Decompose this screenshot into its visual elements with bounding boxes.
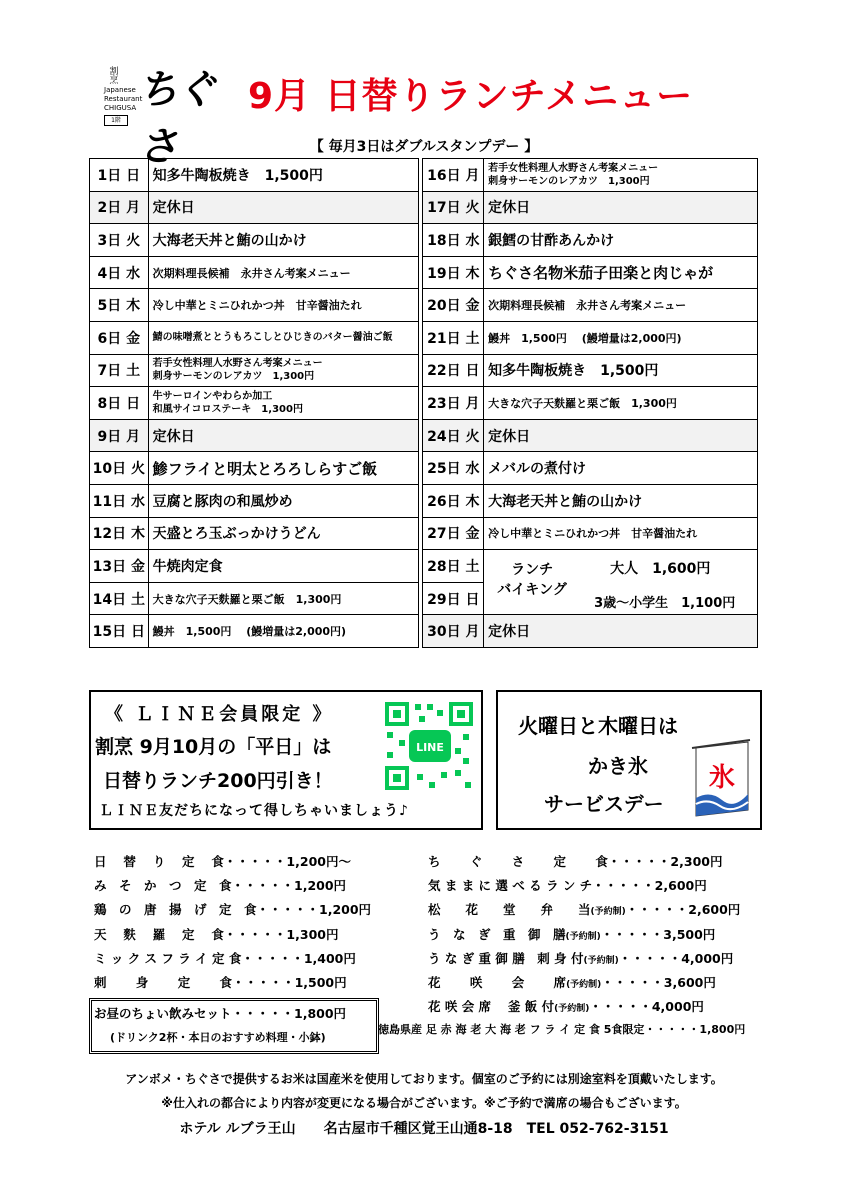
price-value: ・・・・・4,000円: [618, 950, 734, 966]
menu-item-line: 知多牛陶板焼き 1,500円: [488, 363, 659, 380]
price-name: 気 ま ま に 選 べ る ラ ン チ: [428, 878, 593, 894]
menu-day: 27日 金: [423, 517, 484, 550]
menu-item: [148, 191, 419, 224]
set-note: (ドリンク2杯・本日のおすすめ料理・小鉢): [110, 1031, 326, 1044]
menu-row: [90, 484, 758, 517]
price-name: 花 咲 会 席: [428, 975, 567, 990]
menu-item-line: ちぐさ名物米茄子田楽と肉じゃが: [488, 264, 714, 283]
reservation-note: (予約制): [590, 907, 626, 918]
menu-row: [90, 615, 758, 648]
menu-item: [484, 289, 758, 322]
menu-item: [484, 321, 758, 354]
menu-item: [148, 354, 419, 387]
price-value: ・・・・・4,000円: [589, 999, 704, 1015]
menu-item: [484, 159, 758, 192]
buffet-child-price: 3歳～小学生 1,100円: [594, 596, 736, 612]
price-value: ・・・・・1,200円: [256, 902, 372, 918]
menu-day: 7日 土: [90, 354, 149, 387]
page-title: 9月 日替りランチメニュー: [248, 76, 694, 117]
menu-row: [90, 289, 758, 322]
qr-line-label: LINE: [416, 741, 444, 754]
price-item: [428, 949, 733, 967]
menu-item-line: 次期料理長候補 永井さん考案メニュー: [488, 299, 687, 313]
menu-day: 10日 火: [90, 452, 149, 485]
menu-day: 25日 水: [423, 452, 484, 485]
menu-day: 26日 木: [423, 484, 484, 517]
menu-item-line: 大きな穴子天麩羅と栗ご飯 1,300円: [152, 592, 342, 606]
price-item: [428, 997, 704, 1015]
menu-day: 9日 月: [90, 419, 149, 452]
menu-item: [148, 159, 419, 192]
menu-item-line: 定休日: [152, 428, 195, 445]
menu-day: 29日 日: [423, 582, 484, 615]
price-value: ・・・・・3,500円: [600, 926, 716, 942]
menu-item-line: 冷し中華とミニひれかつ丼 甘辛醤油たれ: [152, 299, 362, 313]
price-value: ・・・・・1,400円: [241, 950, 356, 966]
footer-change-note: ※仕入れの都合により内容が変更になる場合がございます。※ご予約で満席の場合もございます。: [161, 1096, 687, 1110]
stamp-day-note: 【 毎月3日はダブルスタンプデー 】: [309, 139, 539, 155]
menu-day: 4日 水: [90, 256, 149, 289]
menu-item: [148, 452, 419, 485]
price-item: [428, 852, 722, 870]
menu-item-line: 鰻丼 1,500円 (鰻増量は2,000円): [488, 331, 682, 345]
flag-ice-label: 氷: [708, 763, 736, 793]
menu-item-line: 冷し中華とミニひれかつ丼 甘辛醤油たれ: [488, 527, 698, 541]
menu-item-line: 定休日: [152, 200, 195, 217]
menu-item-line: 大きな穴子天麩羅と栗ご飯 1,300円: [488, 396, 677, 410]
menu-row: [90, 452, 758, 485]
price-item: [428, 876, 707, 894]
menu-item-line: 豆腐と豚肉の和風炒め: [152, 493, 293, 510]
line-promo-box: [89, 690, 483, 830]
menu-item: [484, 615, 758, 648]
menu-row: [90, 321, 758, 354]
menu-item: [484, 419, 758, 452]
price-name: ミ ッ ク ス フ ラ イ 定 食: [94, 950, 242, 966]
set-price: ・・・・・1,800円: [231, 1006, 347, 1021]
logo-kappo: 割烹: [109, 67, 123, 86]
menu-day: 8日 日: [90, 387, 149, 420]
menu-item-line: 刺身サーモンのレアカツ 1,300円: [152, 371, 315, 383]
price-item: [428, 900, 740, 918]
menu-day: 14日 土: [90, 582, 149, 615]
menu-item-line: 刺身サーモンのレアカツ 1,300円: [488, 175, 650, 187]
buffet-adult-price: 大人 1,600円: [610, 561, 711, 578]
line-promo-line2: 割烹 9月10月の「平日」は: [95, 736, 332, 758]
line-promo-line4: ＬＩＮＥ友だちになって得しちゃいましょう♪: [99, 803, 409, 819]
price-value: ・・・・・1,300円: [223, 926, 339, 942]
set-name: お昼のちょい飲みセット: [94, 1006, 232, 1021]
menu-item: [484, 517, 758, 550]
buffet-label-1: ランチ: [511, 562, 554, 579]
menu-item: [148, 419, 419, 452]
price-value: ・・・・・1,200円: [231, 878, 347, 894]
menu-item-line: メバルの煮付け: [488, 461, 586, 478]
menu-day: 22日 日: [423, 354, 484, 387]
logo-name: ちぐさ: [138, 66, 214, 170]
reservation-note: (予約制): [583, 955, 619, 966]
menu-day: 30日 月: [423, 615, 484, 648]
menu-item-line: 鯖の味噌煮ととうもろこしとひじきのバター醤油ご飯: [152, 332, 393, 344]
restaurant-logo: [104, 62, 234, 170]
menu-item: [484, 191, 758, 224]
price-item: [94, 876, 346, 894]
price-name: 松 花 堂 弁 当: [428, 902, 591, 918]
menu-row: [90, 387, 758, 420]
menu-item: [148, 582, 419, 615]
menu-day: 15日 日: [90, 615, 149, 648]
price-value: ・・・・・2,600円: [592, 878, 707, 894]
menu-day: 12日 木: [90, 517, 149, 550]
menu-day: 13日 金: [90, 550, 149, 583]
menu-day: 28日 土: [423, 550, 484, 583]
menu-day: 5日 木: [90, 289, 149, 322]
price-item: [378, 1021, 745, 1037]
menu-item: [484, 484, 758, 517]
menu-item: [148, 517, 419, 550]
price-name: 日 替 り 定 食: [94, 854, 224, 869]
menu-item-line: 定休日: [488, 200, 531, 217]
menu-item: [148, 321, 419, 354]
menu-item-line: 知多牛陶板焼き 1,500円: [152, 167, 323, 184]
menu-day: 23日 月: [423, 387, 484, 420]
menu-item-line: 若手女性料理人水野さん考案メニュー: [152, 358, 323, 370]
menu-row: [90, 256, 758, 289]
menu-item: [148, 256, 419, 289]
price-value: ・・・・・1,500円: [232, 975, 347, 990]
kakigori-line2: かき氷: [588, 754, 648, 778]
menu-day: 3日 火: [90, 224, 149, 257]
menu-day: 16日 月: [423, 159, 484, 192]
menu-day: 24日 火: [423, 419, 484, 452]
menu-item-line: 鰻丼 1,500円 (鰻増量は2,000円): [152, 625, 347, 639]
price-item: [94, 973, 347, 991]
price-item: [428, 973, 716, 991]
menu-item: [484, 224, 758, 257]
menu-item-line: 牛焼肉定食: [152, 558, 223, 575]
menu-item-line: 大海老天丼と鮪の山かけ: [488, 493, 643, 510]
price-item: [428, 925, 715, 943]
buffet-label: [490, 560, 574, 600]
menu-item-line: 天盛とろ玉ぶっかけうどん: [152, 526, 321, 543]
menu-row: [90, 224, 758, 257]
price-name: 刺 身 定 食: [94, 975, 233, 990]
line-promo-line3: 日替りランチ200円引き！: [103, 770, 333, 792]
menu-item: [148, 387, 419, 420]
kakigori-line3: サービスデー: [544, 792, 664, 816]
menu-row: [90, 419, 758, 452]
menu-row: [90, 354, 758, 387]
kakigori-box: [496, 690, 762, 830]
menu-item: [148, 550, 419, 583]
menu-day: 1日 日: [90, 159, 149, 192]
menu-item: [148, 484, 419, 517]
lunch-drink-set-box: [89, 998, 379, 1054]
menu-item-line: 和風サイコロステーキ 1,300円: [152, 403, 303, 415]
menu-day: 17日 火: [423, 191, 484, 224]
menu-item: [484, 256, 758, 289]
price-name: 天 麩 羅 定 食: [94, 926, 224, 942]
price-value: ・・・・・3,600円: [601, 975, 716, 990]
price-name: 徳島県産 足 赤 海 老 大 海 老 フ ラ イ 定 食 5食限定: [378, 1023, 645, 1037]
price-item: [94, 900, 371, 918]
kakigori-flag-icon: [690, 738, 752, 820]
price-value: ・・・・・1,800円: [644, 1023, 746, 1037]
menu-day: 21日 土: [423, 321, 484, 354]
buffet-label-2: バイキング: [497, 582, 567, 599]
menu-day: 2日 月: [90, 191, 149, 224]
reservation-note: (予約制): [566, 980, 602, 990]
menu-item-line: 大海老天丼と鮪の山かけ: [152, 232, 307, 249]
price-value: ・・・・・2,300円: [607, 854, 723, 869]
line-qr-code-icon[interactable]: [383, 700, 475, 792]
menu-row: [90, 191, 758, 224]
menu-item: [148, 615, 419, 648]
daily-menu-table: [89, 158, 758, 648]
reservation-note: (予約制): [565, 931, 601, 942]
price-name: み そ か つ 定 食: [94, 878, 232, 894]
menu-item: [484, 387, 758, 420]
price-value: ・・・・・2,600円: [625, 902, 741, 918]
menu-item-line: 定休日: [488, 624, 531, 641]
price-item: [94, 949, 356, 967]
menu-row: [90, 517, 758, 550]
menu-item: [148, 224, 419, 257]
menu-item-line: 鯵フライと明太とろろしらすご飯: [152, 459, 378, 478]
menu-item-line: 定休日: [488, 428, 531, 445]
menu-item: [484, 354, 758, 387]
menu-item-line: 銀鱈の甘酢あんかけ: [488, 232, 615, 249]
menu-day: 19日 木: [423, 256, 484, 289]
price-item: [94, 852, 351, 870]
footer-address: ホテル ルブラ王山 名古屋市千種区覚王山通8-18 TEL 052-762-3151: [179, 1121, 669, 1137]
price-name: う な ぎ 重 御 膳 刺 身 付: [428, 950, 584, 966]
menu-day: 18日 水: [423, 224, 484, 257]
logo-label: [104, 67, 143, 126]
set-line: [94, 1004, 346, 1022]
logo-floor: 1階: [104, 115, 128, 126]
lunch-buffet-cell: [484, 550, 758, 615]
menu-day: 6日 金: [90, 321, 149, 354]
menu-day: 11日 水: [90, 484, 149, 517]
menu-day: 20日 金: [423, 289, 484, 322]
menu-row: [90, 159, 758, 192]
menu-row: [90, 550, 758, 583]
menu-item: [148, 289, 419, 322]
line-promo-title: 《 ＬＩＮＥ会員限定 》: [105, 704, 334, 725]
price-name: ち ぐ さ 定 食: [428, 854, 608, 869]
price-value: ・・・・・1,200円～: [223, 854, 351, 869]
price-name: 鶏 の 唐 揚 げ 定 食: [94, 902, 257, 918]
footer-rice-note: アンボメ・ちぐさで提供するお米は国産米を使用しております。個室のご予約には別途室料を頂戴いたします。: [125, 1072, 723, 1086]
price-name: う な ぎ 重 御 膳: [428, 926, 566, 942]
menu-item-line: 次期料理長候補 永井さん考案メニュー: [152, 266, 351, 280]
menu-item-line: 牛サーロインやわらか加工: [152, 390, 273, 402]
reservation-note: (予約制): [554, 1004, 590, 1015]
logo-sub: Japanese Restaurant CHIGUSA: [104, 86, 143, 112]
menu-item: [484, 452, 758, 485]
price-name: 花 咲 会 席 釜 飯 付: [428, 999, 555, 1015]
menu-item-line: 若手女性料理人水野さん考案メニュー: [488, 162, 659, 174]
price-item: [94, 925, 338, 943]
kakigori-line1: 火曜日と木曜日は: [518, 714, 678, 738]
